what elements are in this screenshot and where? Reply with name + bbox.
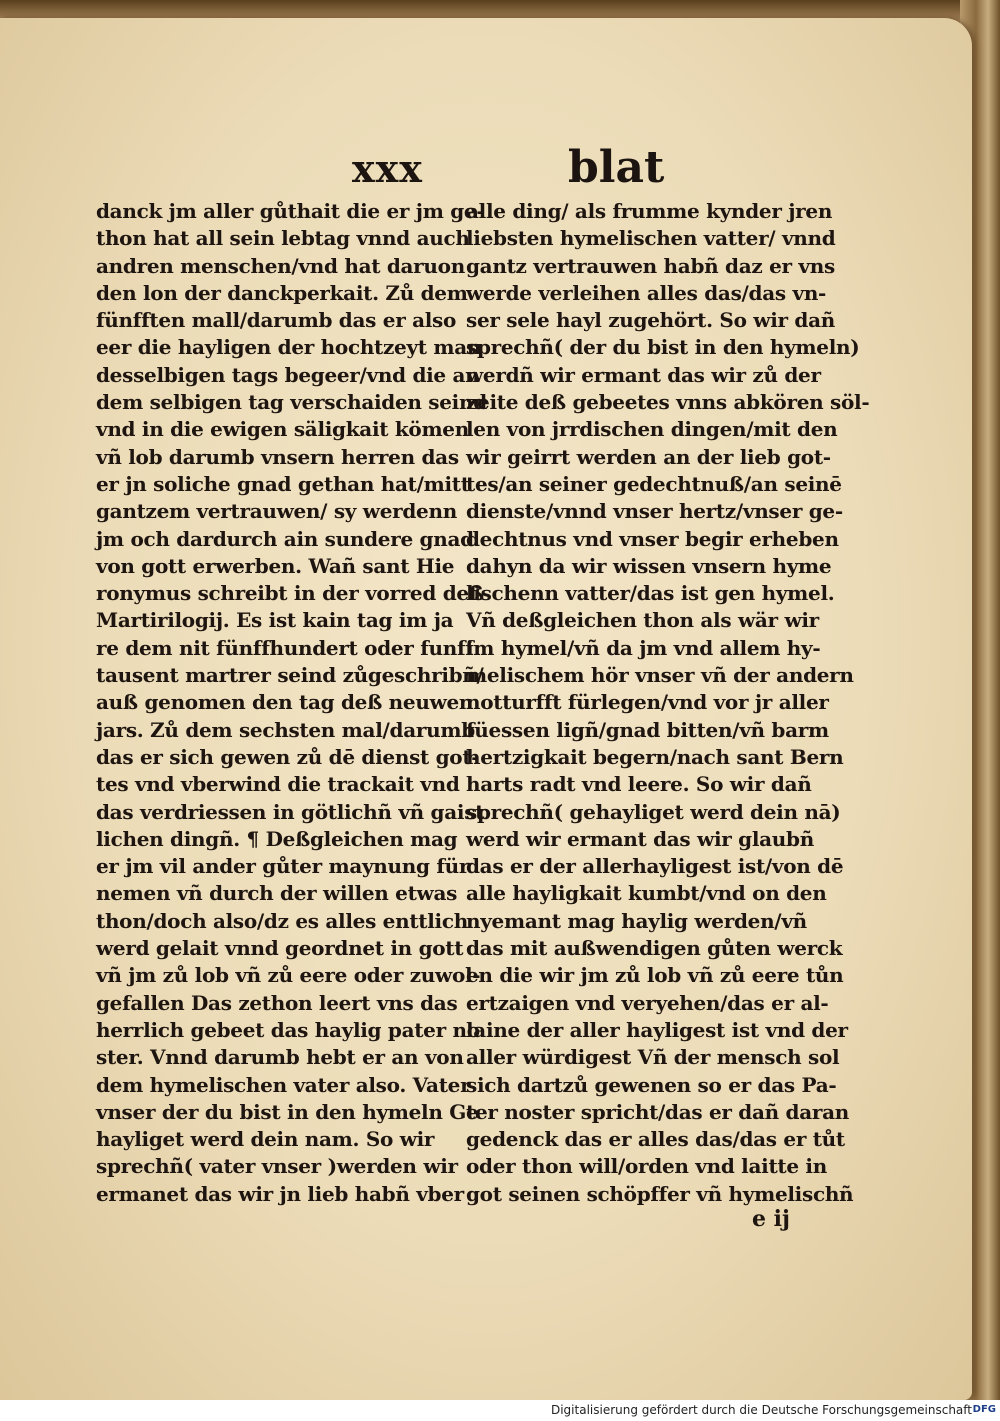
- text-line: ertzaigen vnd veryehen/das er al-: [466, 990, 829, 1015]
- text-line: auß genomen den tag deß neuwen: [96, 690, 474, 715]
- text-line: re dem nit fünffhundert oder funff: [96, 635, 474, 660]
- text-line: sich dartzů gewenen so er das Pa-: [466, 1072, 837, 1097]
- page-header: [0, 142, 972, 206]
- text-line: harts radt vnd leere. So wir dañ: [466, 772, 812, 797]
- text-line: nyemant mag haylig werden/vñ: [466, 908, 807, 933]
- text-line: dem hymelischen vater also. Vater: [96, 1072, 471, 1097]
- text-line: ermanet das wir jn lieb habñ vber: [96, 1181, 464, 1206]
- dfg-logo: DFG: [972, 1404, 996, 1415]
- text-line: gedenck das er alles das/das er tůt: [466, 1127, 845, 1152]
- text-line: danck jm aller gůthait die er jm ge-: [96, 199, 485, 223]
- text-line: dahyn da wir wissen vnsern hyme: [466, 553, 832, 578]
- text-line: das verdriessen in götlichñ vñ gaist: [96, 799, 485, 824]
- text-line: ter noster spricht/das er dañ daran: [466, 1099, 850, 1124]
- folio-numeral: xxx: [352, 146, 423, 191]
- text-line: fünfften mall/darumb das er also: [96, 308, 457, 333]
- text-line: füessen ligñ/gnad bitten/vñ barm: [466, 717, 829, 742]
- text-line: Vñ deßgleichen thon als wär wir: [466, 608, 819, 633]
- text-line: oder thon will/orden vnd laitte in: [466, 1154, 827, 1179]
- text-line: alle ding/ als frumme kynder jren: [466, 199, 833, 223]
- text-line: tes vnd vberwind die trackait vnd: [96, 772, 460, 797]
- text-line: ster. Vnnd darumb hebt er an von: [96, 1045, 464, 1070]
- book-page: [0, 18, 972, 1400]
- text-line: gantzem vertrauwen/ sy werdenn: [96, 499, 457, 524]
- text-line: en die wir jm zů lob vñ zů eere tůn: [466, 963, 844, 988]
- text-line: notturfft fürlegen/vnd vor jr aller: [466, 690, 829, 715]
- text-line: Martirilogij. Es ist kain tag im ja: [96, 608, 454, 633]
- text-line: andren menschen/vnd hat daruon: [96, 253, 465, 278]
- text-line: hertzigkait begern/nach sant Bern: [466, 744, 844, 769]
- text-line: zeite deß gebeetes vnns abkören söl-: [466, 390, 870, 415]
- text-line: alle hayligkait kumbt/vnd on den: [466, 881, 827, 906]
- text-line: er jm vil ander gůter maynung für: [96, 854, 470, 879]
- text-line: er jn soliche gnad gethan hat/mitt: [96, 471, 470, 496]
- text-line: wir geirrt werden an der lieb got-: [466, 444, 831, 469]
- text-line: ronymus schreibt in der vorred deß: [96, 581, 484, 606]
- text-line: das er sich gewen zů dē dienst got-: [96, 744, 480, 769]
- text-line: hayliget werd dein nam. So wir: [96, 1127, 435, 1152]
- text-line: das mit außwendigen gůten werck: [466, 936, 843, 961]
- text-line: got seinen schöpffer vñ hymelischñ: [466, 1181, 854, 1206]
- text-line: vnd in die ewigen säligkait kömen: [96, 417, 469, 442]
- text-line: dem selbigen tag verschaiden seind: [96, 390, 487, 415]
- digitization-footer: [0, 1400, 1000, 1421]
- text-line: sprechñ( gehayliget werd dein nā): [466, 799, 841, 824]
- text-line: werd wir ermant das wir glaubñ: [466, 826, 814, 851]
- text-line: tes/an seiner gedechtnuß/an seinē: [466, 471, 842, 496]
- text-line: den lon der danckperkait. Zů dem: [96, 280, 468, 305]
- folio-word: blat: [568, 142, 665, 193]
- text-line: im hymel/vñ da jm vnd allem hy-: [466, 635, 821, 660]
- text-line: melischem hör vnser vñ der andern: [466, 663, 854, 688]
- text-line: das er der allerhayligest ist/von dē: [466, 854, 844, 879]
- text-line: tausent martrer seind zůgeschribñ/: [96, 663, 484, 688]
- text-line: aller würdigest Vñ der mensch sol: [466, 1045, 840, 1070]
- text-line: sprechñ( vater vnser )werden wir: [96, 1154, 458, 1179]
- footer-credit: Digitalisierung gefördert durch die Deutsche Forschungsgemeinschaft: [550, 1403, 972, 1417]
- signature-mark: e ij: [752, 1206, 790, 1232]
- text-line: liebsten hymelischen vatter/ vnnd: [466, 226, 836, 251]
- text-line: laine der aller hayligest ist vnd der: [466, 1017, 848, 1042]
- text-line: thon hat all sein lebtag vnnd auch: [96, 226, 470, 251]
- text-line: herrlich gebeet das haylig pater no: [96, 1017, 480, 1042]
- text-line: vnser der du bist in den hymeln Ge: [96, 1099, 479, 1124]
- text-line: gantz vertrauwen habñ daz er vns: [466, 253, 835, 278]
- text-line: vñ lob darumb vnsern herren das: [96, 444, 459, 469]
- text-line: sprechñ( der du bist in den hymeln): [466, 335, 860, 360]
- text-line: jm och dardurch ain sundere gnad: [96, 526, 474, 551]
- text-line: werdñ wir ermant das wir zů der: [466, 362, 821, 387]
- text-line: lischenn vatter/das ist gen hymel.: [466, 581, 835, 606]
- text-line: vñ jm zů lob vñ zů eere oder zuwol-: [96, 963, 481, 988]
- text-line: len von jrrdischen dingen/mit den: [466, 417, 838, 442]
- text-line: werde verleihen alles das/das vn-: [466, 280, 827, 305]
- text-column-right: [466, 198, 870, 1208]
- text-line: werd gelait vnnd geordnet in gott: [96, 936, 464, 961]
- text-line: eer die hayligen der hochtzeyt man: [96, 335, 482, 360]
- text-line: ser sele hayl zugehört. So wir dañ: [466, 308, 835, 333]
- text-line: thon/doch also/dz es alles enttlich: [96, 908, 468, 933]
- text-line: dienste/vnnd vnser hertz/vnser ge-: [466, 499, 843, 524]
- text-line: gefallen Das zethon leert vns das: [96, 990, 458, 1015]
- text-column-left: [96, 198, 487, 1208]
- text-line: von gott erwerben. Wañ sant Hie: [96, 553, 455, 578]
- text-line: nemen vñ durch der willen etwas: [96, 881, 458, 906]
- text-line: jars. Zů dem sechsten mal/darumb: [96, 717, 475, 742]
- text-line: dechtnus vnd vnser begir erheben: [466, 526, 839, 551]
- text-line: desselbigen tags begeer/vnd die an: [96, 362, 480, 387]
- text-line: lichen dingñ. ¶ Deßgleichen mag: [96, 826, 458, 851]
